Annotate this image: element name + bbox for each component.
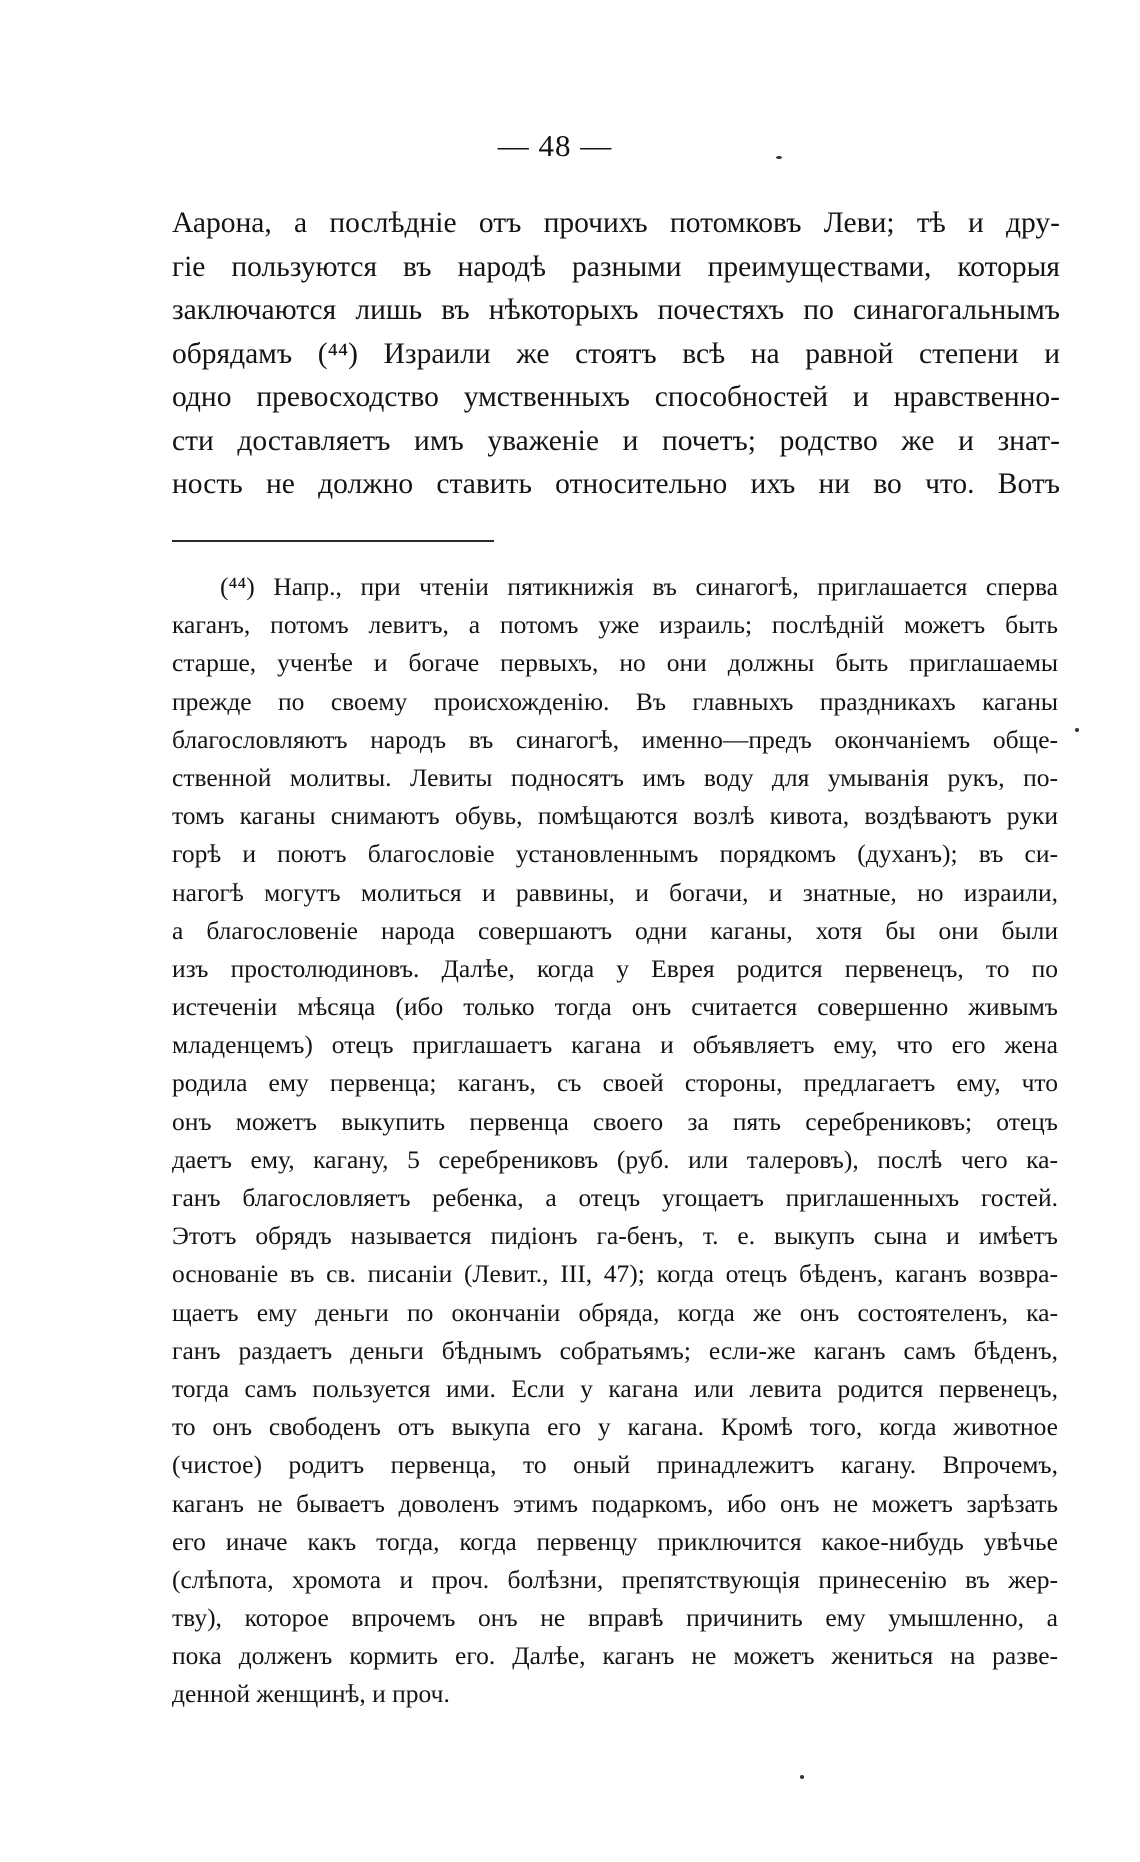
main-text-line: гіе пользуются въ народѣ разными преимуществами, которыя bbox=[172, 250, 1060, 283]
main-text-line: одно превосходство умственныхъ способностей и нравственно- bbox=[172, 381, 1060, 413]
footnote-line: старше, ученѣе и богаче первыхъ, но они должны быть приглашаемы bbox=[172, 648, 1058, 678]
footnote-line: благословляютъ народъ въ синагогѣ, именно—предъ окончаніемъ обще- bbox=[172, 724, 1058, 754]
print-speck bbox=[776, 156, 782, 159]
footnote-line: то онъ свободенъ отъ выкупа его у кагана. Кромѣ того, когда животное bbox=[172, 1412, 1058, 1442]
footnote-line: ганъ благословляетъ ребенка, а отецъ угощаетъ приглашенныхъ гостей. bbox=[172, 1183, 1058, 1212]
footnote-line: его иначе какъ тогда, когда первенцу приключится какое-нибудь увѣчье bbox=[172, 1526, 1058, 1556]
footnote-line: ганъ раздаетъ деньги бѣднымъ собратьямъ; если-же каганъ самъ бѣденъ, bbox=[172, 1335, 1058, 1365]
footnote-line: горѣ и поютъ благословіе установленнымъ порядкомъ (духанъ); въ си- bbox=[172, 839, 1058, 869]
footnote-line: тву), которое впрочемъ онъ не вправѣ причинить ему умышленно, а bbox=[172, 1603, 1058, 1633]
footnote-line: основаніе въ св. писаніи (Левит., III, 47); когда отецъ бѣденъ, каганъ возвра- bbox=[172, 1259, 1058, 1289]
footnote-line: даетъ ему, кагану, 5 серебрениковъ (руб. или талеровъ), послѣ чего ка- bbox=[172, 1144, 1058, 1174]
footnote-line: а благословеніе народа совершаютъ одни каганы, хотя бы они были bbox=[172, 915, 1058, 945]
footnote-line: томъ каганы снимаютъ обувь, помѣщаются возлѣ кивота, воздѣваютъ руки bbox=[172, 801, 1058, 831]
main-text-line: ность не должно ставить относительно ихъ ни во что. Вотъ bbox=[172, 468, 1060, 500]
footnote-line: ственной молитвы. Левиты подносятъ имъ воду для умыванія рукъ, по- bbox=[172, 762, 1058, 792]
footnote-line: родила ему первенца; каганъ, съ своей стороны, предлагаетъ ему, что bbox=[172, 1068, 1058, 1098]
footnote-line: изъ простолюдиновъ. Далѣе, когда у Еврея родится первенецъ, то по bbox=[172, 953, 1058, 983]
main-text-line: сти доставляетъ имъ уваженіе и почетъ; родство же и знат- bbox=[172, 424, 1060, 457]
footnote-line: прежде по своему происхожденію. Въ главныхъ праздникахъ каганы bbox=[172, 686, 1058, 716]
print-speck bbox=[1075, 728, 1079, 732]
footnote-line: щаетъ ему деньги по окончаніи обряда, когда же онъ состоятеленъ, ка- bbox=[172, 1297, 1058, 1327]
footnote-line: каганъ не бываетъ доволенъ этимъ подаркомъ, ибо онъ не можетъ зарѣзать bbox=[172, 1488, 1058, 1518]
footnote-line: пока долженъ кормить его. Далѣе, каганъ не можетъ жениться на разве- bbox=[172, 1641, 1058, 1671]
footnote-line: нагогѣ могутъ молиться и раввины, и богачи, и знатные, но израили, bbox=[172, 877, 1058, 907]
footnote-line: Этотъ обрядъ называется пидіонъ га-бенъ, т. е. выкупъ сына и имѣетъ bbox=[172, 1221, 1058, 1251]
footnote-line: (чистое) родитъ первенца, то оный принадлежитъ кагану. Впрочемъ, bbox=[172, 1450, 1058, 1480]
footnote-separator bbox=[172, 540, 494, 542]
main-text-line: Аарона, а послѣдніе отъ прочихъ потомковъ Леви; тѣ и дру- bbox=[172, 207, 1060, 239]
footnote-block bbox=[172, 568, 1058, 1714]
main-text-block bbox=[172, 202, 1060, 507]
footnote-line: каганъ, потомъ левитъ, а потомъ уже израиль; послѣдній можетъ быть bbox=[172, 610, 1058, 640]
footnote-line: денной женщинѣ, и проч. bbox=[172, 1679, 450, 1709]
footnote-line: истеченіи мѣсяца (ибо только тогда онъ считается совершенно живымъ bbox=[172, 992, 1058, 1022]
footnote-line: онъ можетъ выкупить первенца своего за пять серебрениковъ; отецъ bbox=[172, 1106, 1058, 1136]
footnote-line: (слѣпота, хромота и проч. болѣзни, препятствующія принесенію въ жер- bbox=[172, 1564, 1058, 1594]
main-text-line: обрядамъ (⁴⁴) Израили же стоятъ всѣ на равной степени и bbox=[172, 337, 1060, 370]
print-speck bbox=[800, 1775, 804, 1779]
main-text-line: заключаются лишь въ нѣкоторыхъ почестяхъ по синагогальнымъ bbox=[172, 294, 1060, 326]
footnote-line: тогда самъ пользуется ими. Если у кагана или левита родится первенецъ, bbox=[172, 1373, 1058, 1403]
footnote-line: (⁴⁴) Напр., при чтеніи пятикнижія въ синагогѣ, приглашается сперва bbox=[220, 572, 1058, 601]
footnote-line: младенцемъ) отецъ приглашаетъ кагана и объявляетъ ему, что его жена bbox=[172, 1030, 1058, 1060]
page-number: — 48 — bbox=[497, 128, 613, 163]
